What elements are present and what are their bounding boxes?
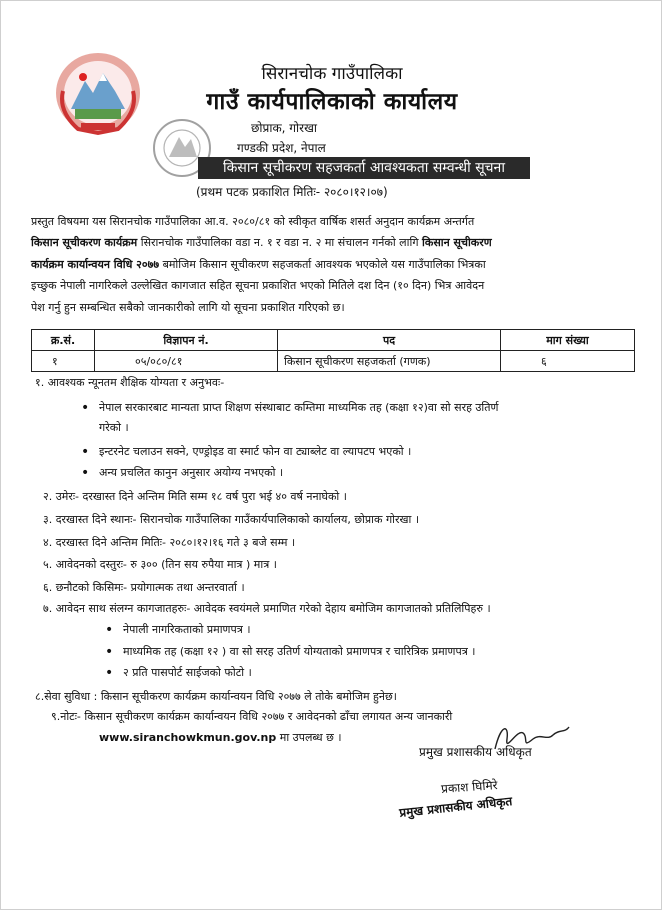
list-item: • इन्टरनेट चलाउन सक्ने, एण्ड्रोइड वा स्मार्ट फोन वा ट्याब्लेट वा ल्यापटप भएको । [99,442,619,462]
list-item: • नेपाली नागरिकताको प्रमाणपत्र । [123,620,643,640]
website-link[interactable]: www.siranchowkmun.gov.np [99,731,277,744]
table-header-row [32,330,635,351]
table-row [32,351,635,372]
section-2: २. उमेरः- दरखास्त दिने अन्तिम मिति सम्म १८ वर्ष पुरा भई ४० वर्ष ननाघेको । [43,490,347,503]
address-line-2: गण्डकी प्रदेश, नेपाल [237,141,326,155]
publish-date: (प्रथम पटक प्रकाशित मितिः- २०८०।१२।०७) [196,185,388,199]
signatory-title-stamp: प्रमुख प्रशासकीय अधिकृत [398,794,513,820]
section-5: ५. आवेदनको दस्तुरः- रु ३०० (तिन सय रुपैया मात्र ) मात्र । [43,558,277,571]
signatory-title: प्रमुख प्रशासकीय अधिकृत [419,745,532,759]
office-name: गाउँ कार्यपालिकाको कार्यालय [206,89,458,115]
table-cell: किसान सूचीकरण सहजकर्ता (गणक) [278,351,501,372]
section-3: ३. दरखास्त दिने स्थानः- सिरानचोक गाउँपालिका गाउँकार्यपालिकाको कार्यालय, छोप्राक गोरखा । [43,513,420,526]
list-item: • माध्यमिक तह (कक्षा १२ ) वा सो सरह उतिर्ण योग्यताको प्रमाणपत्र र चारित्रिक प्रमाणपत्र । [123,642,643,662]
section-9-website: www.siranchowkmun.gov.np मा उपलब्ध छ । [99,731,342,744]
col-header: क्र.सं. [32,330,95,351]
signatory-name: प्रकाश घिमिरे [440,778,498,796]
section-8: ८.सेवा सुविधा : किसान सूचीकरण कार्यक्रम कार्यान्वयन विधि २०७७ ले तोके बमोजिम हुनेछ। [35,690,397,703]
col-header: विज्ञापन नं. [95,330,278,351]
address-line-1: छोप्राक, गोरखा [251,121,317,135]
notice-title: किसान सूचीकरण सहजकर्ता आवश्यकता सम्वन्धी सूचना [198,157,530,179]
section-6: ६. छनौटको किसिमः- प्रयोगात्मक तथा अन्तरवार्ता । [43,581,245,594]
intro-paragraph: प्रस्तुत विषयमा यस सिरानचोक गाउँपालिका आ.व. २०८०/८१ को स्वीकृत वार्षिक शसर्त अनुदान कार्यक्रम अन्तर्गत किसान सूचीकरण कार्यक्रम सिरानचोक गाउँपालिका वडा न. १ र वडा न. २ मा संचालन गर्नको लागि किसान सूचीकरण कार्यक्रम कार्यान्वयन विधि २०७७ बमोजिम किसान सूचीकरण सहजकर्ता आवश्यक भएकोले यस गाउँपालिका भित्रका इच्छुक नेपाली नागरिकले उल्लेखित कागजात सहित सूचना प्रकाशित भएको मितिले दश दिन (१० दिन) भित्र आवेदन पेश गर्नु हुन सम्बन्धित सबैको जानकारीको लागि यो सूचना प्रकाशित गरिएको छ। [31,215,492,314]
list-item: • २ प्रति पासपोर्ट साईजको फोटो । [123,663,643,683]
section-1-heading: १. आवश्यक न्यूनतम शैक्षिक योग्यता र अनुभवः- [35,376,225,389]
municipality-name: सिरानचोक गाउँपालिका [261,64,403,84]
list-item: • नेपाल सरकारबाट मान्यता प्राप्त शिक्षण संस्थाबाट कम्तिमा माध्यमिक तह (कक्षा १२)वा सो सरह उतिर्ण गरेको । [99,398,619,438]
table-cell: ६ [501,351,635,372]
col-header: पद [278,330,501,351]
list-item: • अन्य प्रचलित कानुन अनुसार अयोग्य नभएको । [99,463,619,483]
section-4: ४. दरखास्त दिने अन्तिम मितिः- २०८०।१२।१६ गते ३ बजे सम्म । [43,536,296,549]
col-header: माग संख्या [501,330,635,351]
vacancy-table [31,329,635,372]
section-7: ७. आवेदन साथ संलग्न कागजातहरुः- आवेदक स्वयंमले प्रमाणित गरेको देहाय बमोजिम कागजातको प्रतिलिपिहरु । [43,602,491,615]
section-9: ९.नोटः- किसान सूचीकरण कार्यक्रम कार्यान्वयन विधि २०७७ र आवेदनको ढाँचा लगायत अन्य जानकारी [51,710,453,723]
table-cell: ०५/०८०/८१ [95,351,278,372]
table-cell: १ [32,351,95,372]
